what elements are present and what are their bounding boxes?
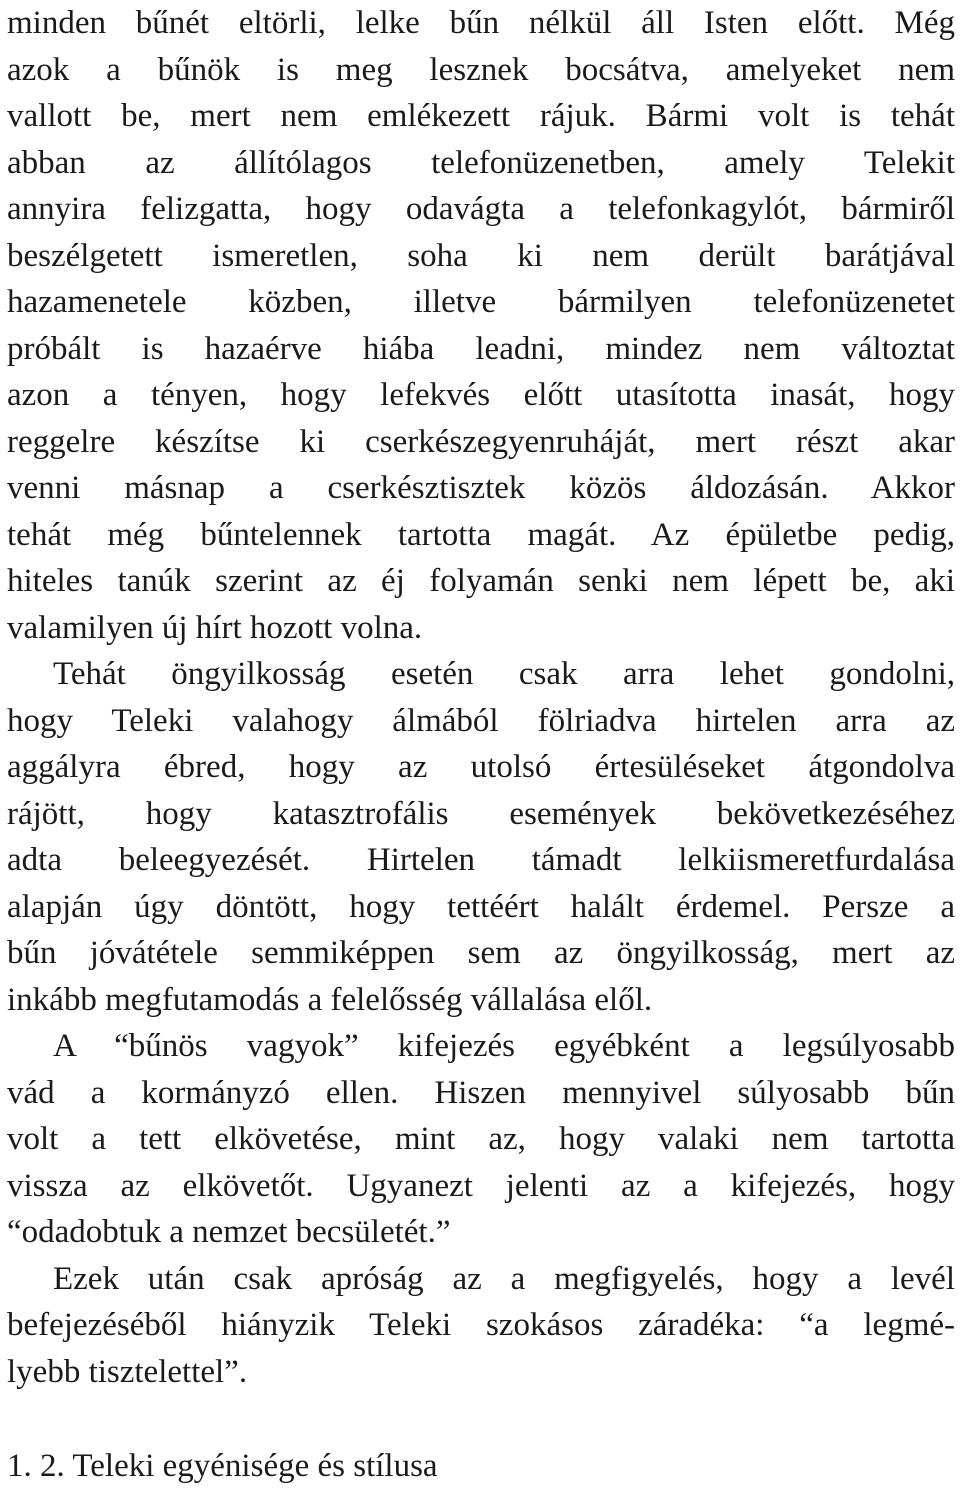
text-line: azok a bűnök is meg lesznek bocsátva, amelyeket nem [7, 51, 955, 88]
text-line: valamilyen új hírt hozott volna. [7, 609, 423, 646]
text-line: vád a kormányzó ellen. Hiszen mennyivel súlyosabb bűn [7, 1074, 955, 1111]
text-line: próbált is hazaérve hiába leadni, mindez nem változtat [7, 330, 955, 367]
text-line: venni másnap a cserkésztisztek közös áldozásán. Akkor [7, 470, 955, 506]
text-line: minden bűnét eltörli, lelke bűn nélkül áll Isten előtt. Még [7, 5, 955, 41]
section-spacer [7, 1395, 955, 1443]
text-line: reggelre készítse ki cserkészegyenruháját, mert részt akar [7, 423, 955, 460]
text-line: befejezéséből hiányzik Teleki szokásos záradéka: “a legmé- [7, 1307, 955, 1343]
text-line: Ezek után csak apróság az a megfigyelés, hogy a levél [53, 1260, 955, 1297]
text-line: adta beleegyezését. Hirtelen támadt lelkiismeretfurdalása [7, 842, 955, 878]
text-line: bűn jóvátétele semmiképpen sem az öngyilkosság, mert az [7, 935, 955, 971]
text-line: alapján úgy döntött, hogy tettéért halált érdemel. Persze a [7, 888, 955, 925]
paragraph-4 [7, 1256, 955, 1396]
text-line: annyira felizgatta, hogy odavágta a telefonkagylót, bármiről [7, 191, 955, 227]
text-line: azon a tényen, hogy lefekvés előtt utasította inasát, hogy [7, 377, 955, 413]
text-line: Tehát öngyilkosság esetén csak arra lehet gondolni, [53, 656, 955, 692]
paragraph-3 [7, 1023, 955, 1256]
text-line: hazamenetele közben, illetve bármilyen telefonüzenetet [7, 284, 955, 320]
document-page [7, 0, 955, 1490]
text-line: hiteles tanúk szerint az éj folyamán senki nem lépett be, aki [7, 563, 955, 599]
text-line: volt a tett elkövetése, mint az, hogy valaki nem tartotta [7, 1121, 955, 1157]
text-line: abban az állítólagos telefonüzenetben, amely Telekit [7, 144, 955, 181]
paragraph-2 [7, 651, 955, 1023]
section-heading: 1. 2. Teleki egyénisége és stílusa [7, 1448, 438, 1484]
text-line: A “bűnös vagyok” kifejezés egyébként a legsúlyosabb [53, 1028, 955, 1064]
text-line: lyebb tisztelettel”. [7, 1353, 248, 1390]
text-line: rájött, hogy katasztrofális események bekövetkezéséhez [7, 795, 955, 832]
text-line: hogy Teleki valahogy álmából fölriadva hirtelen arra az [7, 702, 955, 739]
paragraph-1 [7, 0, 955, 651]
text-line: vissza az elkövetőt. Ugyanezt jelenti az a kifejezés, hogy [7, 1167, 955, 1204]
text-line: inkább megfutamodás a felelősség vállalása elől. [7, 981, 653, 1018]
text-line: vallott be, mert nem emlékezett rájuk. Bármi volt is tehát [7, 98, 955, 134]
text-line: aggályra ébred, hogy az utolsó értesüléseket átgondolva [7, 749, 955, 785]
text-line: beszélgetett ismeretlen, soha ki nem derült barátjával [7, 237, 955, 274]
text-line: tehát még bűntelennek tartotta magát. Az épületbe pedig, [7, 516, 955, 553]
text-line: “odadobtuk a nemzet becsületét.” [7, 1214, 451, 1250]
